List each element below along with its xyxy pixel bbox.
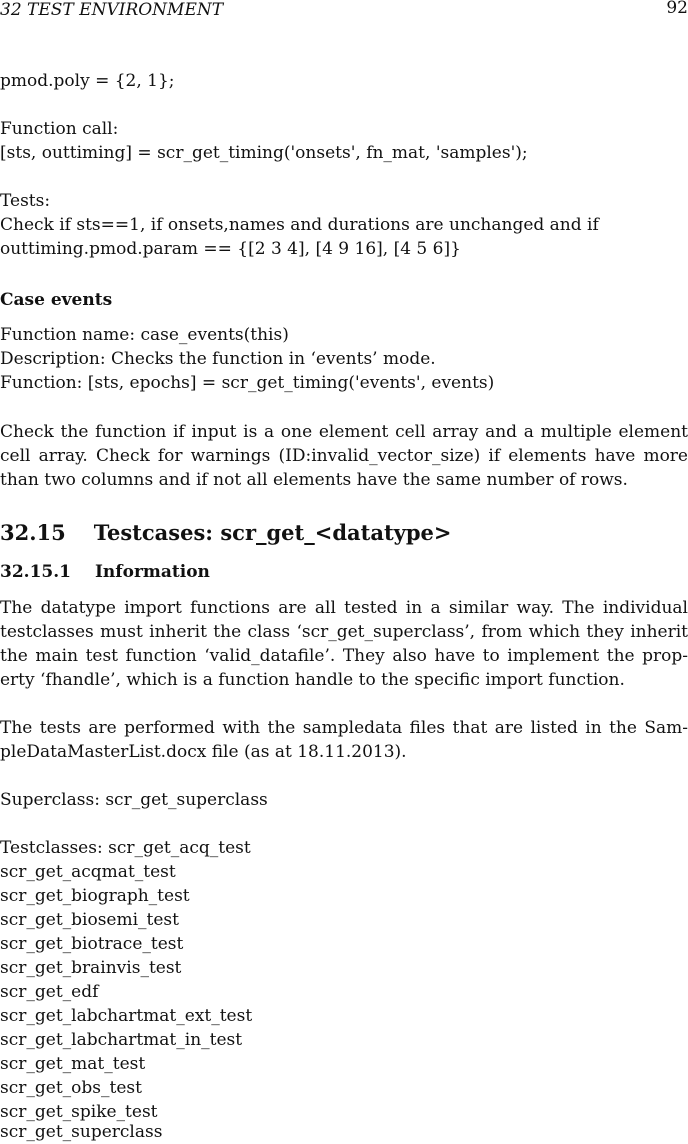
- subsection-heading: [0, 560, 688, 584]
- running-head: 32 TEST ENVIRONMENT: [0, 0, 224, 20]
- tests-text-line: Check if sts==1, if onsets,names and durations are unchanged and if: [0, 215, 599, 235]
- paragraph-line: the main test function ‘valid_datafile’. They also have to implement the prop-: [0, 646, 688, 666]
- testclass-item: scr_get_obs_test: [0, 1078, 142, 1098]
- page-number: 92: [666, 0, 688, 18]
- testclass-item: scr_get_edf: [0, 982, 99, 1002]
- subsection-title: Information: [94, 562, 210, 582]
- section-heading: [0, 520, 688, 546]
- testclass-item: scr_get_acqmat_test: [0, 862, 176, 882]
- superclass-line: Superclass: scr_get_superclass: [0, 790, 268, 810]
- testclass-item: scr_get_brainvis_test: [0, 958, 182, 978]
- testclass-item: scr_get_biosemi_test: [0, 910, 179, 930]
- paragraph-line: cell array. Check for warnings (ID:invalid_vector_size) if elements have more: [0, 446, 688, 466]
- function-call-code: [sts, outtiming] = scr_get_timing('onsets', fn_mat, 'samples');: [0, 143, 528, 163]
- function-call-label: Function call:: [0, 119, 119, 139]
- section-title: Testcases: scr_get_<datatype>: [93, 520, 452, 545]
- paragraph-line: The datatype import functions are all tested in a similar way. The individual: [0, 598, 688, 618]
- case-events-heading: Case events: [0, 290, 113, 310]
- paragraph-line: Check the function if input is a one element cell array and a multiple element: [0, 422, 688, 442]
- description-line: Description: Checks the function in ‘events’ mode.: [0, 349, 436, 369]
- testclass-item: scr_get_labchartmat_in_test: [0, 1030, 243, 1050]
- section-number: 32.15: [0, 520, 66, 545]
- function-name-line: Function name: case_events(this): [0, 325, 289, 345]
- tests-label: Tests:: [0, 191, 51, 211]
- paragraph-line: pleDataMasterList.docx file (as at 18.11.2013).: [0, 742, 407, 762]
- paragraph-line: testclasses must inherit the class ‘scr_get_superclass’, from which they inherit: [0, 622, 688, 642]
- pmod-poly-line: pmod.poly = {2, 1};: [0, 71, 175, 91]
- paragraph-line: erty ‘fhandle’, which is a function handle to the specific import function.: [0, 670, 625, 690]
- testclasses-label: Testclasses: scr_get_acq_test: [0, 838, 251, 858]
- testclass-item: scr_get_biotrace_test: [0, 934, 184, 954]
- paragraph-line: The tests are performed with the sampledata files that are listed in the Sam-: [0, 718, 688, 738]
- paragraph-line: than two columns and if not all elements have the same number of rows.: [0, 470, 628, 490]
- subsection-number: 32.15.1: [0, 562, 71, 582]
- testclass-item: scr_get_labchartmat_ext_test: [0, 1006, 253, 1026]
- testclass-item: scr_get_spike_test: [0, 1102, 158, 1122]
- tests-text-line: outtiming.pmod.param == {[2 3 4], [4 9 16], [4 5 6]}: [0, 239, 461, 259]
- testclass-item: scr_get_biograph_test: [0, 886, 190, 906]
- function-signature-line: Function: [sts, epochs] = scr_get_timing('events', events): [0, 373, 495, 393]
- testclass-item: scr_get_superclass: [0, 1122, 163, 1142]
- testclass-item: scr_get_mat_test: [0, 1054, 146, 1074]
